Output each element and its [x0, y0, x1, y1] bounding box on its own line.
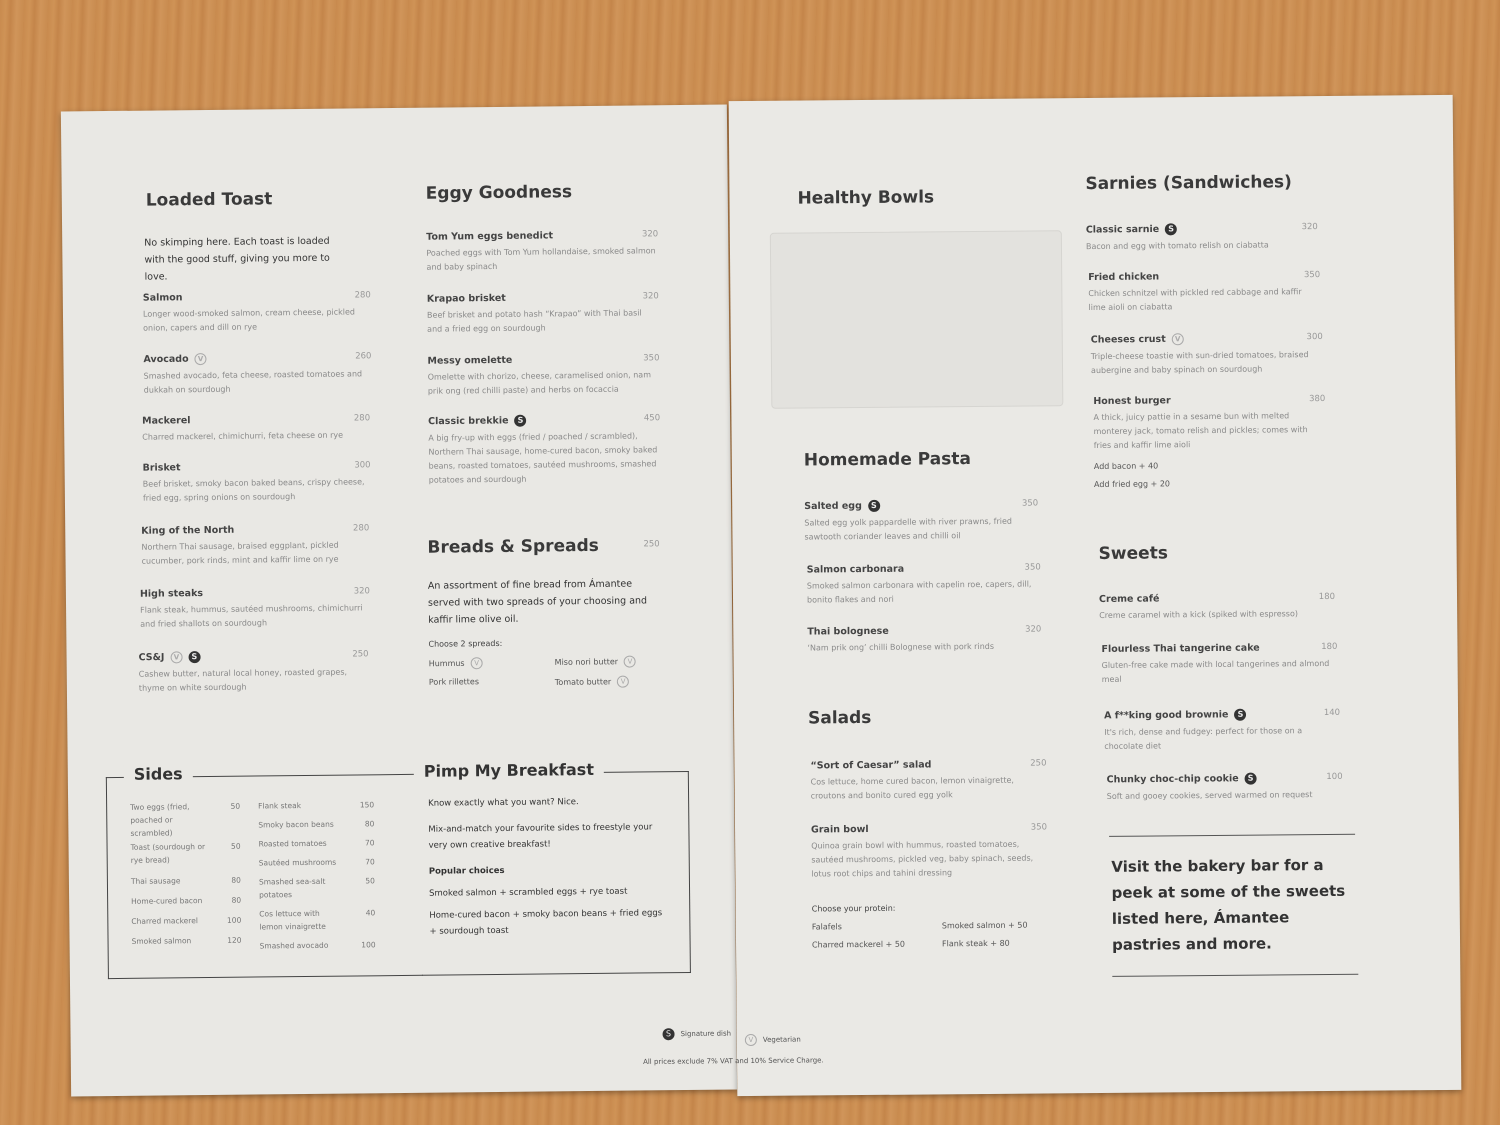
signature-dish-icon: S [1165, 223, 1177, 235]
protein-label: Choose your protein: [811, 903, 896, 914]
menu-item: Classic brekkie S 450 A big fry-up with eggs (fried / poached / scrambled), Northern Thai sausage, home-cured bacon, smoky baked beans, roasted tomatoes, sautéed mushrooms, smashed potatoes and sourdough [428, 413, 661, 485]
vegetarian-icon: V [745, 1034, 757, 1046]
loaded-toast-intro: No skimping here. Each toast is loaded with the good stuff, giving you more to love. [144, 235, 330, 283]
vegetarian-legend: V Vegetarian [745, 1034, 801, 1046]
protein-option: Charred mackerel + 50 [811, 939, 906, 950]
divider [1112, 974, 1358, 977]
side-item: Toast (sourdough or rye bread) 50 [130, 841, 241, 865]
vegetarian-icon: V [195, 353, 207, 365]
menu-item: High steaks 320 Flank steak, hummus, sautéed mushrooms, chimichurri and fried shallots on sourdough [139, 586, 370, 629]
vegetarian-icon: V [1172, 333, 1184, 345]
side-item: Smoked salmon 120 [131, 935, 242, 946]
spread-option: Miso nori butter V [555, 656, 637, 669]
spread-option: Hummus V [429, 657, 483, 670]
side-item: Home-cured bacon 80 [131, 895, 242, 906]
eggy-goodness-heading: Eggy Goodness [425, 182, 573, 204]
menu-item: CS&J V S 250 Cashew butter, natural local honey, roasted grapes, thyme on white sourdough [138, 649, 369, 693]
side-item: Charred mackerel 100 [131, 915, 242, 926]
menu-item: “Sort of Caesar” salad 250 Cos lettuce, home cured bacon, lemon vinaigrette, croutons and bonito cured egg yolk [810, 758, 1047, 801]
menu-item: Fried chicken 350 Chicken schnitzel with pickled red cabbage and kaffir lime aioli on ciabatta [1088, 270, 1321, 313]
salads-heading: Salads [807, 707, 872, 729]
menu-item: Salted egg S 350 Salted egg yolk pappardelle with river prawns, fried sawtooth coriander leaves and chilli oil [804, 498, 1039, 542]
menu-item: Krapao brisket 320 Beef brisket and potato hash “Krapao” with Thai basil and a fried egg on sourdough [426, 291, 659, 334]
prices-note: All prices exclude 7% VAT and 10% Service Charge. [643, 1056, 824, 1066]
sides-list-2 [258, 798, 376, 958]
menu-item: Creme café 180 Creme caramel with a kick (spiked with espresso) [1098, 591, 1336, 620]
sides-list-1 [130, 800, 242, 955]
loaded-toast-heading: Loaded Toast [145, 189, 273, 211]
breads-spreads-heading: Breads & Spreads [427, 535, 599, 558]
menu-item: Salmon carbonara 350 Smoked salmon carbonara with capelin roe, capers, dill, bonito flakes and nori [806, 562, 1041, 605]
side-item: Two eggs (fried, poached or scrambled) 50 [130, 801, 241, 838]
menu-item: A f**king good brownie S 140 It's rich, dense and fudgey: perfect for those on a chocolate diet [1104, 707, 1341, 751]
side-item: Thai sausage 80 [130, 875, 241, 886]
menu-item: Thai bolognese 320 ‘Nam prik ong’ chilli Bolognese with pork rinds [807, 624, 1042, 653]
menu-item: Brisket 300 Beef brisket, smoky bacon baked beans, crispy cheese, fried egg, spring onions on sourdough [142, 460, 371, 503]
choose-spreads-label: Choose 2 spreads: [428, 638, 503, 649]
breads-spreads-intro: An assortment of fine bread from Ámantee served with two spreads of your choosing and kaffir lime olive oil. [427, 578, 648, 626]
menu-item: Messy omelette 350 Omelette with chorizo, cheese, caramelised onion, nam prik ong (red chilli paste) and herbs on focaccia [427, 353, 660, 396]
menu-item: Honest burger 380 A thick, juicy pattie in a sesame bun with melted monterey jack, tomato relish and pickles; comes with fries and kaffir lime aioli [1093, 393, 1326, 451]
side-item: Smashed avocado 100 [259, 940, 376, 951]
bakery-note: Visit the bakery bar for a peek at some of the sweets listed here, Ámantee pastries and more. [1111, 856, 1346, 954]
menu-item: Chunky choc-chip cookie S 100 Soft and gooey cookies, served warmed on request [1106, 771, 1343, 801]
signature-dish-icon: S [188, 651, 200, 663]
breads-spreads-price: 250 [643, 539, 660, 550]
menu-item: King of the North 280 Northern Thai sausage, braised eggplant, pickled cucumber, pork rinds, mint and kaffir lime on rye [141, 523, 370, 566]
sarnies-heading: Sarnies (Sandwiches) [1085, 172, 1292, 195]
protein-option: Smoked salmon + 50 [941, 920, 1028, 931]
vegetarian-icon: V [617, 676, 629, 688]
sides-heading: Sides [124, 764, 193, 784]
sweets-heading: Sweets [1098, 543, 1168, 564]
menu-item: Grain bowl 350 Quinoa grain bowl with hummus, roasted tomatoes, sautéed mushrooms, pickled veg, baby spinach, seeds, lotus root chips and tahini dressing [810, 822, 1048, 879]
signature-dish-icon: S [868, 500, 880, 512]
signature-dish-icon: S [662, 1028, 674, 1040]
menu-left-page [61, 105, 737, 1097]
signature-dish-icon: S [1234, 709, 1246, 721]
menu-item: Flourless Thai tangerine cake 180 Gluten-free cake made with local tangerines and almond meal [1101, 641, 1338, 684]
vegetarian-icon: V [624, 656, 636, 668]
protein-option: Flank steak + 80 [941, 938, 1010, 949]
add-on-bacon: Add bacon + 40 [1093, 461, 1159, 472]
menu-item: Salmon 280 Longer wood-smoked salmon, cream cheese, pickled onion, capers and dill on rye [142, 290, 371, 333]
vegetarian-icon: V [170, 651, 182, 663]
signature-dish-icon: S [1245, 773, 1257, 785]
pimp-heading: Pimp My Breakfast [414, 760, 604, 781]
protein-option: Falafels [811, 922, 842, 932]
menu-item: Mackerel 280 Charred mackerel, chimichurri, feta cheese on rye [142, 413, 371, 442]
menu-item: Classic sarnie S 320 Bacon and egg with tomato relish on ciabatta [1085, 222, 1318, 252]
side-item: Flank steak 150 [258, 800, 375, 811]
side-item: Roasted tomatoes 70 [258, 838, 375, 849]
pimp-text: Know exactly what you want? Nice. Mix-and-match your favourite sides to freestyle your very own creative breakfast! Popular choices Smoked salmon + scrambled eggs + rye toast Home-cured bacon + smoky bacon beans + fried eggs + sourdough toast [428, 797, 663, 937]
menu-item: Avocado V 260 Smashed avocado, feta cheese, roasted tomatoes and dukkah on sourdough [143, 351, 372, 395]
signature-legend: S Signature dish [662, 1028, 731, 1041]
side-item: Cos lettuce with lemon vinaigrette 40 [259, 908, 376, 932]
menu-item: Cheeses crust V 300 Triple-cheese toastie with sun-dried tomatoes, braised aubergine and baby spinach on sourdough [1090, 332, 1323, 376]
add-on-egg: Add fried egg + 20 [1093, 479, 1171, 490]
healthy-bowls-insert-placeholder [770, 230, 1064, 409]
signature-dish-icon: S [514, 415, 526, 427]
spread-option: Tomato butter V [555, 676, 629, 689]
side-item: Smashed sea-salt potatoes 50 [258, 876, 375, 900]
divider [1109, 834, 1355, 837]
vegetarian-icon: V [471, 657, 483, 669]
homemade-pasta-heading: Homemade Pasta [803, 449, 972, 471]
side-item: Sautéed mushrooms 70 [258, 857, 375, 868]
healthy-bowls-heading: Healthy Bowls [797, 187, 935, 209]
spread-option: Pork rillettes [428, 677, 480, 687]
menu-item: Tom Yum eggs benedict 320 Poached eggs with Tom Yum hollandaise, smoked salmon and baby spinach [426, 229, 659, 272]
side-item: Smoky bacon beans 80 [258, 819, 375, 830]
